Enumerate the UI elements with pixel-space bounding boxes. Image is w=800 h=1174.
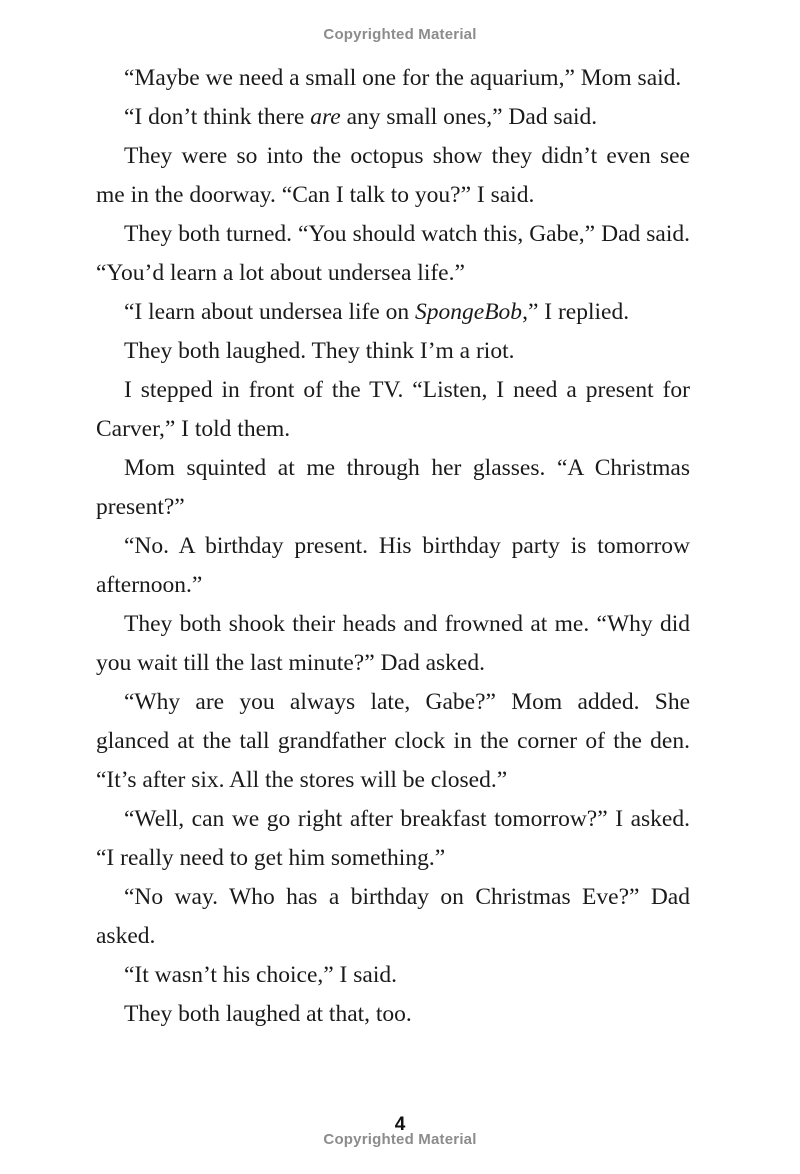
copyright-watermark-top: Copyrighted Material [323,26,477,43]
paragraph [96,98,690,137]
paragraph: “No way. Who has a birthday on Christmas Eve?” Dad asked. [96,884,690,949]
paragraph-text: any small ones,” Dad said. [340,104,598,130]
paragraph: I stepped in front of the TV. “Listen, I need a present for Carver,” I told them. [96,377,690,442]
body-text [96,59,690,1034]
paragraph: “No. A birthday present. His birthday party is tomorrow afternoon.” [96,533,690,598]
paragraph: “Why are you always late, Gabe?” Mom added. She glanced at the tall grandfather clock in the corner of the den. “It’s after six. All the stores will be closed.” [96,689,690,793]
paragraph: Mom squinted at me through her glasses. “A Christmas present?” [96,455,690,520]
paragraph: “Maybe we need a small one for the aquarium,” Mom said. [124,65,682,91]
paragraph: They both laughed. They think I’m a riot. [124,338,515,364]
paragraph-italic-text: are [310,104,341,130]
paragraph: They both turned. “You should watch this, Gabe,” Dad said. “You’d learn a lot about undersea life.” [96,221,690,286]
paragraph-text: “I learn about undersea life on [124,299,416,325]
copyright-watermark-bottom: Copyrighted Material [323,1131,477,1148]
paragraph-italic-text: SpongeBob [415,299,523,325]
paragraph: “It wasn’t his choice,” I said. [124,962,397,988]
paragraph [96,293,690,332]
page-number: 4 [394,1114,406,1135]
paragraph-text: “I don’t think there [124,104,311,130]
paragraph: They were so into the octopus show they didn’t even see me in the doorway. “Can I talk to you?” I said. [96,143,690,208]
paragraph: “Well, can we go right after breakfast tomorrow?” I asked. “I really need to get him something.” [96,806,690,871]
paragraph: They both shook their heads and frowned at me. “Why did you wait till the last minute?” Dad asked. [96,611,690,676]
paragraph: They both laughed at that, too. [124,1001,412,1027]
paragraph-text: ,” I replied. [522,299,630,325]
